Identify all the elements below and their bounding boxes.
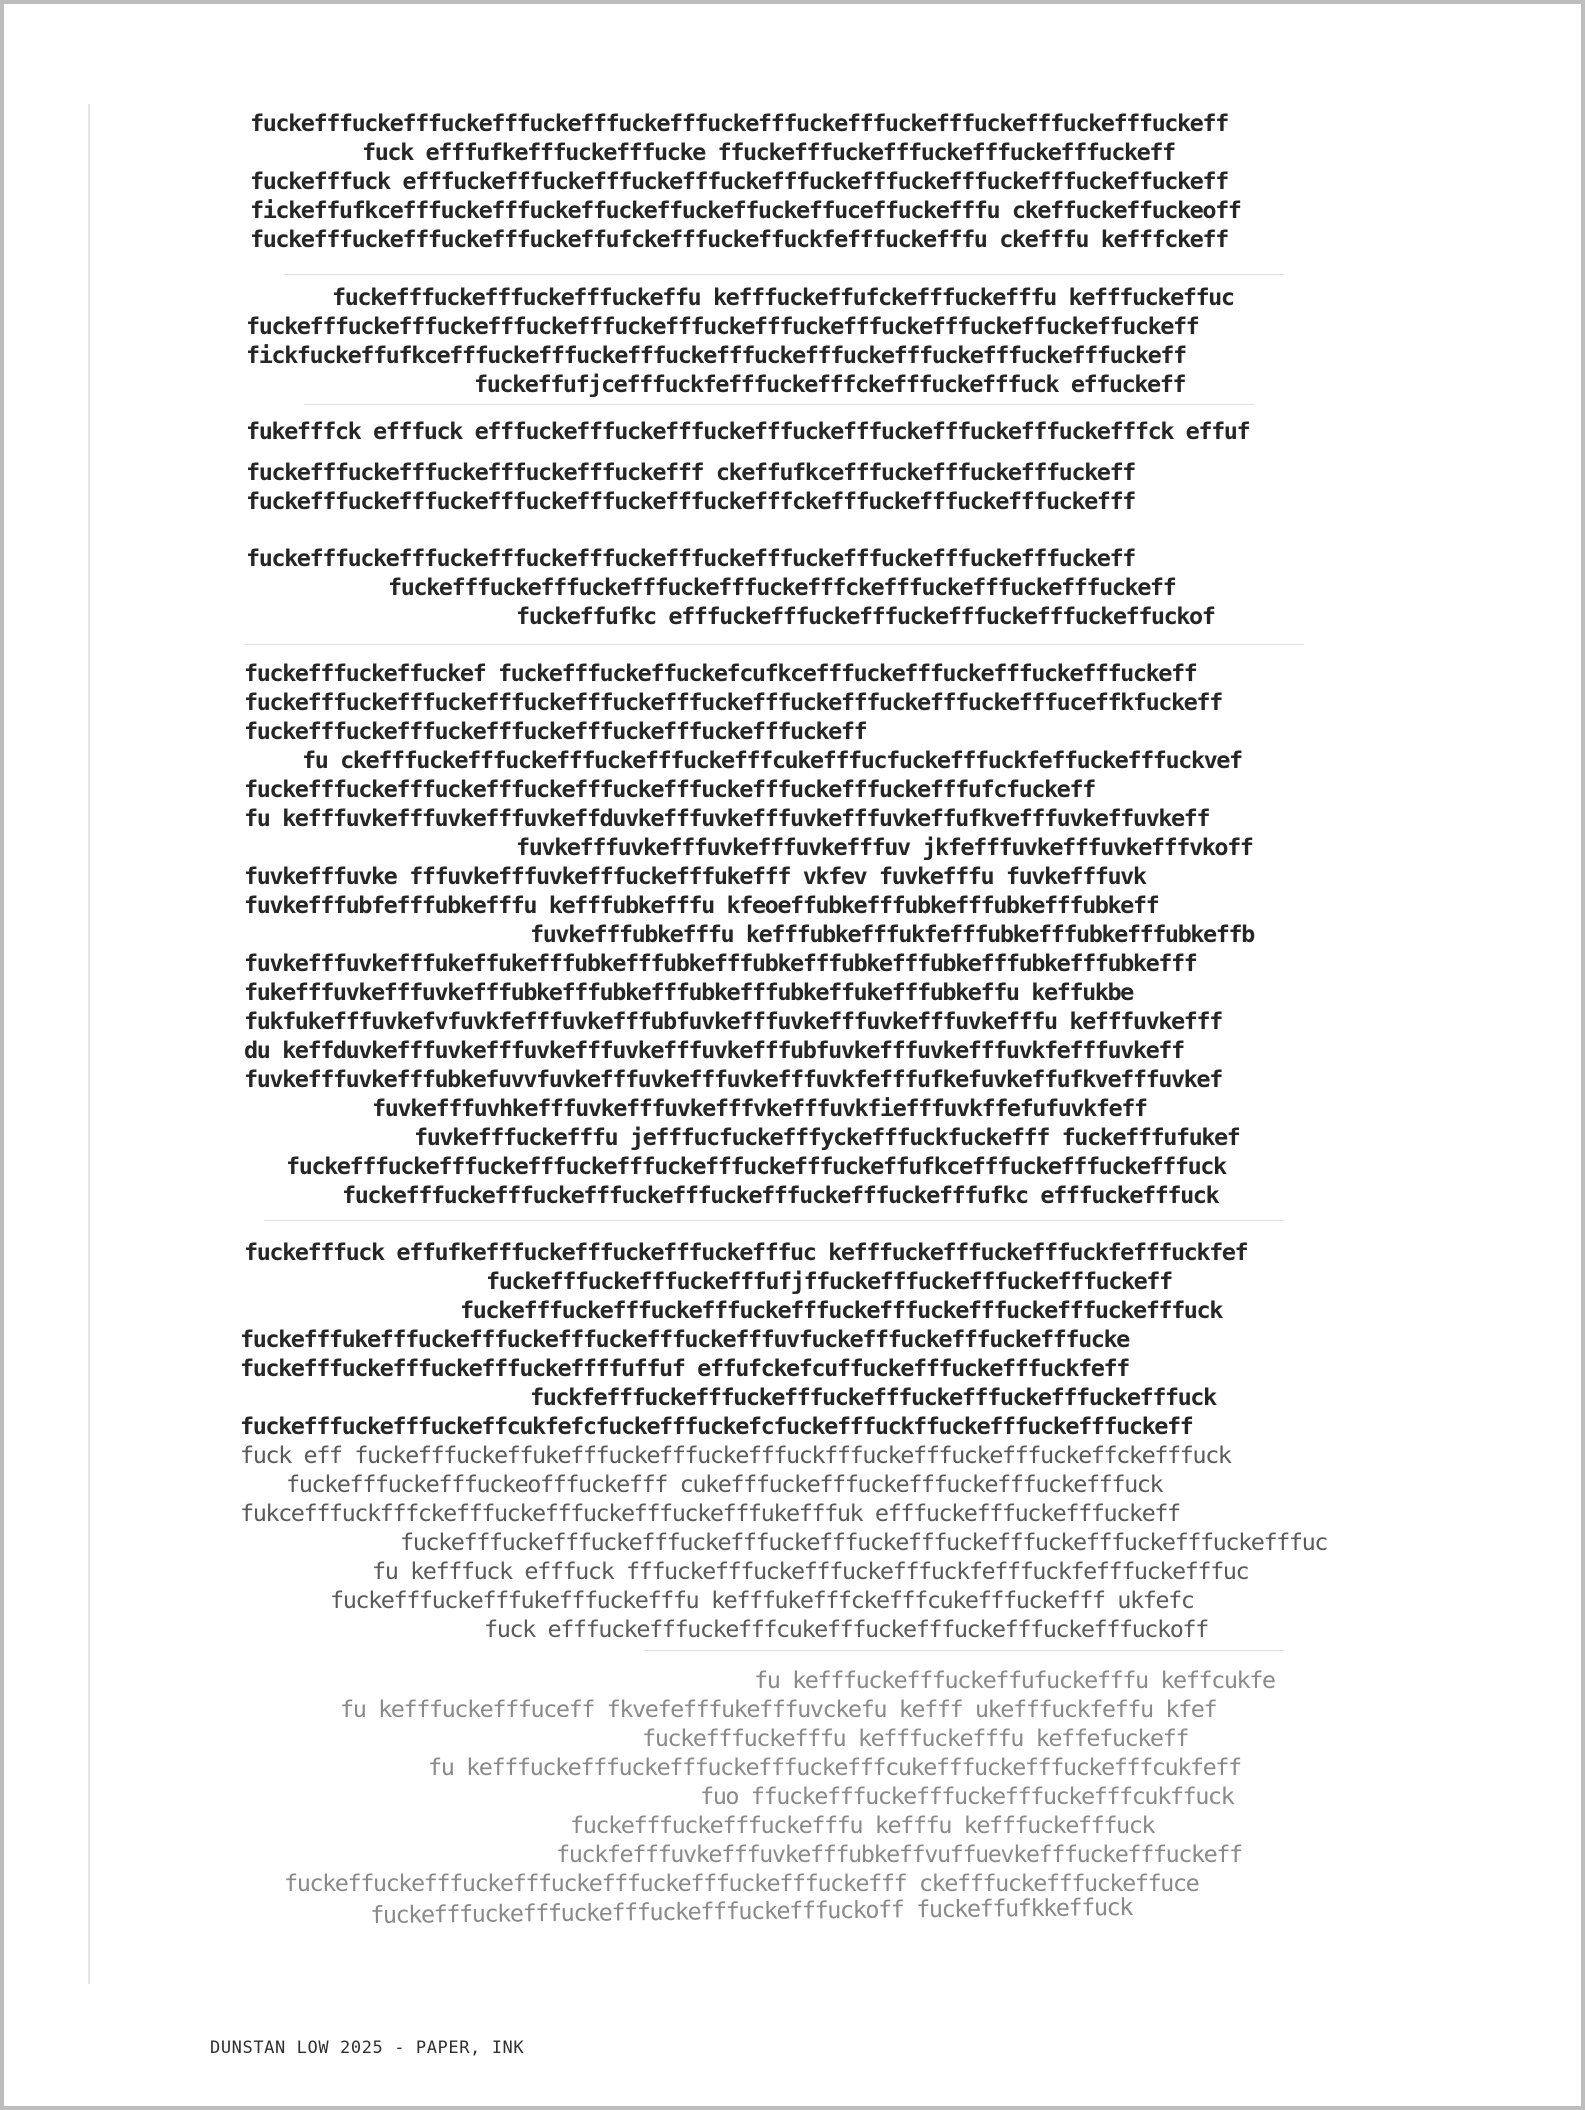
typed-line: fuckefffuckeffuckef fuckefffuckeffuckefcufkcefffuckefffuckefffuckefffuckeff (244, 659, 1197, 687)
typed-line: fuckfefffuvkefffuvkefffubkeffvuffuevkefffuckefffuckeff (556, 1840, 1242, 1868)
typed-line: fuckefffuckefffuckefffuckefffuckefffuckefffuckefffuckefffuckefffuceffkfuckeff (244, 688, 1222, 716)
typed-line: fukcefffuckfffckefffuckefffuckefffuckefffukefffuk efffuckefffuckefffuckeff (240, 1499, 1180, 1527)
typed-line: fickfuckeffufkcefffuckefffuckefffuckefffuckefffuckefffuckefffuckefffuckeff (246, 341, 1186, 369)
typed-line: fuvkefffuvkefffubkefuvvfuvkefffuvkefffuvkefffuvkfefffufkefuvkeffufkvefffuvkef (244, 1065, 1222, 1093)
typed-line: fuckefffuckefffuckefffuckefffuckefffckefffuckefffuckefffuckeff (388, 573, 1176, 601)
typed-line: fuckefffuck efffuckefffuckefffuckefffuckefffuckefffuckefffuckefffuckeffuckeff (250, 167, 1228, 195)
typed-line: fuckefffuckefffuckefffuckeffu kefffuckeffufckefffuckefffu kefffuckeffuc (332, 283, 1234, 311)
typed-line: fuckefffuckefffuckefffuckefffuckefffuckefffuckefffuckefffuckeffuckeffuckeff (246, 312, 1199, 340)
typed-line: fukfukefffuvkefvfuvkfefffuvkefffubfuvkefffuvkefffuvkefffuvkefffu kefffuvkefff (244, 1007, 1222, 1035)
typed-line: fuvkefffuvhkefffuvkefffuvkefffvkefffuvkfiefffuvkffefufuvkfeff (372, 1094, 1147, 1122)
typed-line: fuck efffufkefffuckefffucke ffuckefffuckefffuckefffuckefffuckeff (362, 138, 1175, 166)
typed-line: fuckfefffuckefffuckefffuckefffuckefffuckefffuckefffuck (530, 1383, 1216, 1411)
typed-line: fuckefffuckefffuckefffuckefffuckefffuckefffuckeff (244, 717, 867, 745)
typed-line: fuckefffuckefffuckefffuckefffuckefffuckefffuckefffuckefffuckefffuckefffuckeff (250, 109, 1228, 137)
typed-line: du keffduvkefffuvkefffuvkefffuvkefffuvkefffubfuvkefffuvkefffuvkfefffuvkeff (244, 1036, 1184, 1064)
ink-smudge (644, 1650, 1284, 1651)
typed-line: fu ckefffuckefffuckefffuckefffuckefffcukefffucfuckefffuckfeffuckefffuckvef (302, 746, 1242, 774)
typed-line: fuckeffufjcefffuckfefffuckefffckefffuckefffuck effuckeff (474, 370, 1186, 398)
typed-line: fukefffuvkefffuvkefffubkefffubkefffubkefffubkeffukefffubkeffu keffukbe (244, 978, 1133, 1006)
typed-line: fuckefffuckefffuckefffuckeffffuffuf effufckefcuffuckefffuckefffuckfeff (240, 1354, 1129, 1382)
typed-line: fuckefffuckefffuckefffuckefffuckefff ckeffufkcefffuckefffuckefffuckeff (246, 458, 1135, 486)
typed-line: fuckefffuckefffuckefffuckefffuckefffuckefffuckefffuckefffuckefffuckefffuc (400, 1528, 1327, 1556)
ink-smudge (284, 274, 1284, 275)
typed-line: fuckefffukefffuckefffuckefffuckefffuckefffuvfuckefffuckefffuckefffucke (240, 1325, 1129, 1353)
typed-line: fuvkefffuvkefffuvkefffuvkefffuv jkfefffuvkefffuvkefffvkoff (516, 833, 1253, 861)
typed-line: fuckeffuckefffuckefffuckefffuckefffuckefffuckefff ckefffuckefffuckeffuce (284, 1869, 1199, 1897)
typed-line: fuvkefffubfefffubkefffu kefffubkefffu kfeoeffubkefffubkefffubkefffubkeff (244, 891, 1159, 919)
typed-line: fuck efffuckefffuckefffcukefffuckefffuckefffuckefffuckoff (484, 1615, 1208, 1643)
typed-line: fuckefffuckefffuckefffuckefffuckefffuckefffuckefffuckefffufcfuckeff (244, 775, 1095, 803)
typed-line: fu kefffuck efffuck fffuckefffuckefffuckefffuckfefffuckfefffuckefffuc (372, 1557, 1249, 1585)
ink-smudge (304, 404, 1254, 405)
typed-line: fuckefffuck effufkefffuckefffuckefffuckefffuc kefffuckefffuckefffuckfefffuckfef (244, 1238, 1248, 1266)
typed-line: fuck eff fuckefffuckeffukefffuckefffuckefffuckfffuckefffuckefffuckeffckefffuck (240, 1441, 1231, 1469)
typed-line: fuvkefffuckefffu jefffucfuckefffyckefffuckfuckefff fuckefffufukef (414, 1123, 1240, 1151)
typed-line: fuckefffuckefffuckefffuckeffufckefffuckeffuckfefffuckefffu ckefffu kefffckeff (250, 225, 1228, 253)
typed-line: fuo ffuckefffuckefffuckefffuckefffcukffuck (700, 1782, 1234, 1810)
typed-line: fuvkefffuvke fffuvkefffuvkefffuckefffukefff vkfev fuvkefffu fuvkefffuvk (244, 862, 1146, 890)
typed-line: fuckefffuckefffuckefffuckefffuckefffuckefffuckefffuckefffuckefffuckeff (246, 544, 1135, 572)
typed-line: fu kefffuvkefffuvkefffuvkeffduvkefffuvkefffuvkefffuvkeffufkvefffuvkeffuvkeff (244, 804, 1210, 832)
typed-line: fuckefffuckefffuckefffuckefffuckefffuckefffckefffuckefffuckefffuckefff (246, 487, 1135, 515)
typed-line: fukefffck efffuck efffuckefffuckefffuckefffuckefffuckefffuckefffuckefffck effuf (246, 417, 1250, 445)
ink-smudge (264, 1220, 1284, 1221)
typed-line: fu kefffuckefffuckefffuckefffuckefffcukefffuckefffuckefffcukfeff (428, 1753, 1241, 1781)
typed-line: fuckeffufkc efffuckefffuckefffuckefffuckefffuckeffuckof (516, 602, 1215, 630)
typed-line: fu kefffuckefffuckeffufuckefffu keffcukfe (754, 1666, 1275, 1694)
typed-line: fuckefffuckefffuckefffuckefffuckefffuckoff fuckeffufkkeffuck (369, 1893, 1133, 1929)
artwork-caption: DUNSTAN LOW 2025 - PAPER, INK (210, 2038, 525, 2058)
typed-line: fuckefffuckefffuckefffuckefffuckefffuckefffuckeffufkcefffuckefffuckefffuck (286, 1152, 1226, 1180)
typed-line: fuckefffuckefffuckefffuckefffuckefffuckefffuckefffufkc efffuckefffuck (342, 1181, 1219, 1209)
typed-line: fuckefffuckefffuckefffu kefffu kefffuckefffuck (570, 1811, 1155, 1839)
ink-smudge (244, 644, 1304, 645)
typed-line: fuvkefffubkefffu kefffubkefffukfefffubkefffubkefffubkeffb (530, 920, 1254, 948)
typed-line: fuvkefffuvkefffukeffukefffubkefffubkefffubkefffubkefffubkefffubkefffubkefff (244, 949, 1197, 977)
typed-line: fuckefffuckefffukefffuckefffu kefffukefffckefffcukefffuckefff ukfefc (330, 1586, 1194, 1614)
paper-sheet (4, 4, 1581, 2106)
typed-line: fu kefffuckefffuceff fkvefefffukefffuvckefu kefff ukefffuckfeffu kfef (340, 1695, 1217, 1723)
typewritten-text-block (4, 4, 1581, 2106)
typed-line: fuckefffuckefffuckeffcukfefcfuckefffuckefcfuckefffuckffuckefffuckefffuckeff (240, 1412, 1193, 1440)
typed-line: fickeffufkcefffuckefffuckeffuckeffuckeffuckeffuceffuckefffu ckeffuckeffuckeoff (250, 196, 1241, 224)
typed-line: fuckefffuckefffuckefffuckefffuckefffuckefffuckefffuckefffuck (460, 1296, 1222, 1324)
typed-line: fuckefffuckefffu kefffuckefffu keffefuckeff (642, 1724, 1189, 1752)
typed-line: fuckefffuckefffuckeofffuckefff cukefffuckefffuckefffuckefffuckefffuck (286, 1470, 1163, 1498)
typed-line: fuckefffuckefffuckefffufjffuckefffuckefffuckefffuckeff (486, 1267, 1172, 1295)
